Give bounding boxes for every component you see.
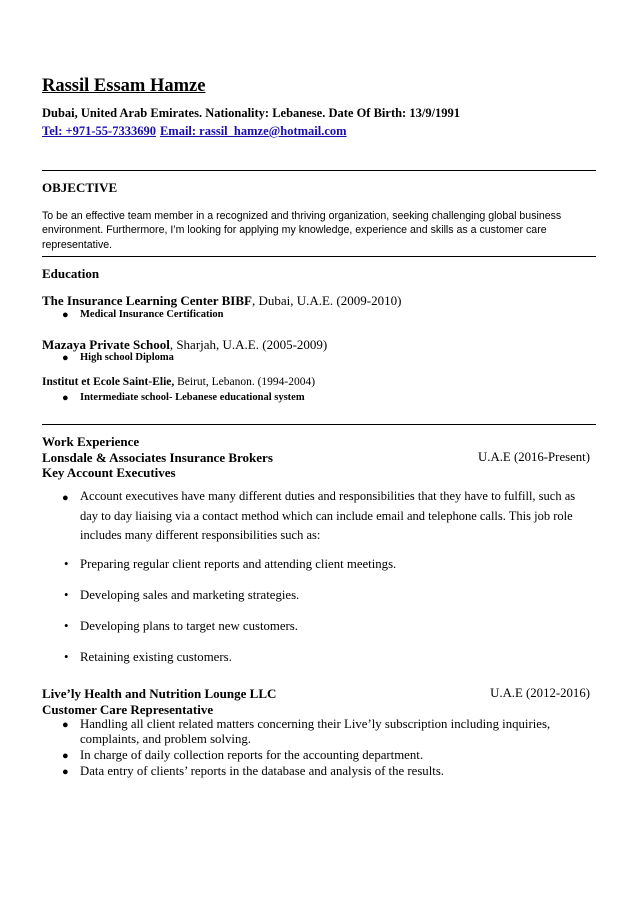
education-item: High school Diploma: [80, 352, 174, 363]
personal-details: Dubai, United Arab Emirates. Nationality: Lebanese. Date Of Birth: 13/9/1991: [42, 106, 461, 120]
objective-text: To be an effective team member in a recognized and thriving organization, seeking challenging global business environment. Furthermore, I’m looking for applying my knowledge, experience and skills as a customer care representative.: [42, 210, 562, 251]
bullet-icon: ●: [62, 719, 69, 731]
education-entry: [42, 293, 401, 309]
job-duty: Retaining existing customers.: [80, 650, 232, 664]
job-summary: Account executives have many different duties and responsibilities that they have to fulfill, such as day to day liaising via a contact method which can include email and telephone calls. This job role includes many different responsibilities such as:: [80, 489, 576, 542]
school-name: The Insurance Learning Center BIBF: [42, 293, 252, 308]
bullet-icon: •: [64, 557, 69, 571]
email-link[interactable]: Email: rassil_hamze@hotmail.com: [159, 124, 347, 138]
bullet-icon: ●: [62, 766, 69, 778]
candidate-name: Rassil Essam Hamze: [42, 76, 206, 96]
job-duty: complaints, and problem solving.: [80, 732, 251, 746]
bullet-icon: ●: [62, 392, 69, 404]
bullet-icon: ●: [62, 352, 69, 364]
job-duty: Handling all client related matters concerning their Live’ly subscription including inquiries,: [80, 717, 551, 731]
school-details: , Sharjah, U.A.E. (2005-2009): [169, 337, 328, 352]
school-details: Beirut, Lebanon. (1994-2004): [174, 376, 316, 388]
contact-line: [42, 122, 347, 140]
job-company: Lonsdale & Associates Insurance Brokers: [42, 450, 273, 465]
divider: [42, 256, 596, 257]
school-name: Mazaya Private School: [42, 337, 170, 352]
bullet-icon: ●: [62, 492, 69, 504]
job-title: Customer Care Representative: [42, 702, 214, 717]
bullet-icon: •: [64, 650, 69, 664]
education-entry: [42, 376, 315, 388]
objective-heading: OBJECTIVE: [42, 180, 118, 195]
bullet-icon: •: [64, 588, 69, 602]
bullet-icon: ●: [62, 750, 69, 762]
education-heading: Education: [42, 266, 100, 281]
bullet-icon: ●: [62, 309, 69, 321]
job-duty: Developing sales and marketing strategies.: [80, 588, 300, 602]
job-location-dates: U.A.E (2012-2016): [490, 686, 590, 700]
job-duty: Preparing regular client reports and attending client meetings.: [80, 557, 397, 571]
work-heading: Work Experience: [42, 434, 140, 449]
education-entry: [42, 337, 327, 353]
divider: [42, 170, 596, 171]
job-title: Key Account Executives: [42, 465, 176, 480]
job-duty: Data entry of clients’ reports in the database and analysis of the results.: [80, 764, 444, 778]
phone-link[interactable]: Tel: +971-55-7333690: [42, 124, 156, 138]
education-item: Medical Insurance Certification: [80, 309, 224, 320]
school-name: Institut et Ecole Saint-Elie,: [42, 376, 175, 388]
school-details: , Dubai, U.A.E. (2009-2010): [251, 293, 402, 308]
job-company: Live’ly Health and Nutrition Lounge LLC: [42, 686, 277, 701]
job-duty: In charge of daily collection reports for the accounting department.: [80, 748, 424, 762]
bullet-icon: •: [64, 619, 69, 633]
job-location-dates: U.A.E (2016-Present): [478, 450, 590, 464]
education-item: Intermediate school- Lebanese educational system: [80, 392, 305, 403]
job-duty: Developing plans to target new customers.: [80, 619, 298, 633]
divider: [42, 424, 596, 425]
